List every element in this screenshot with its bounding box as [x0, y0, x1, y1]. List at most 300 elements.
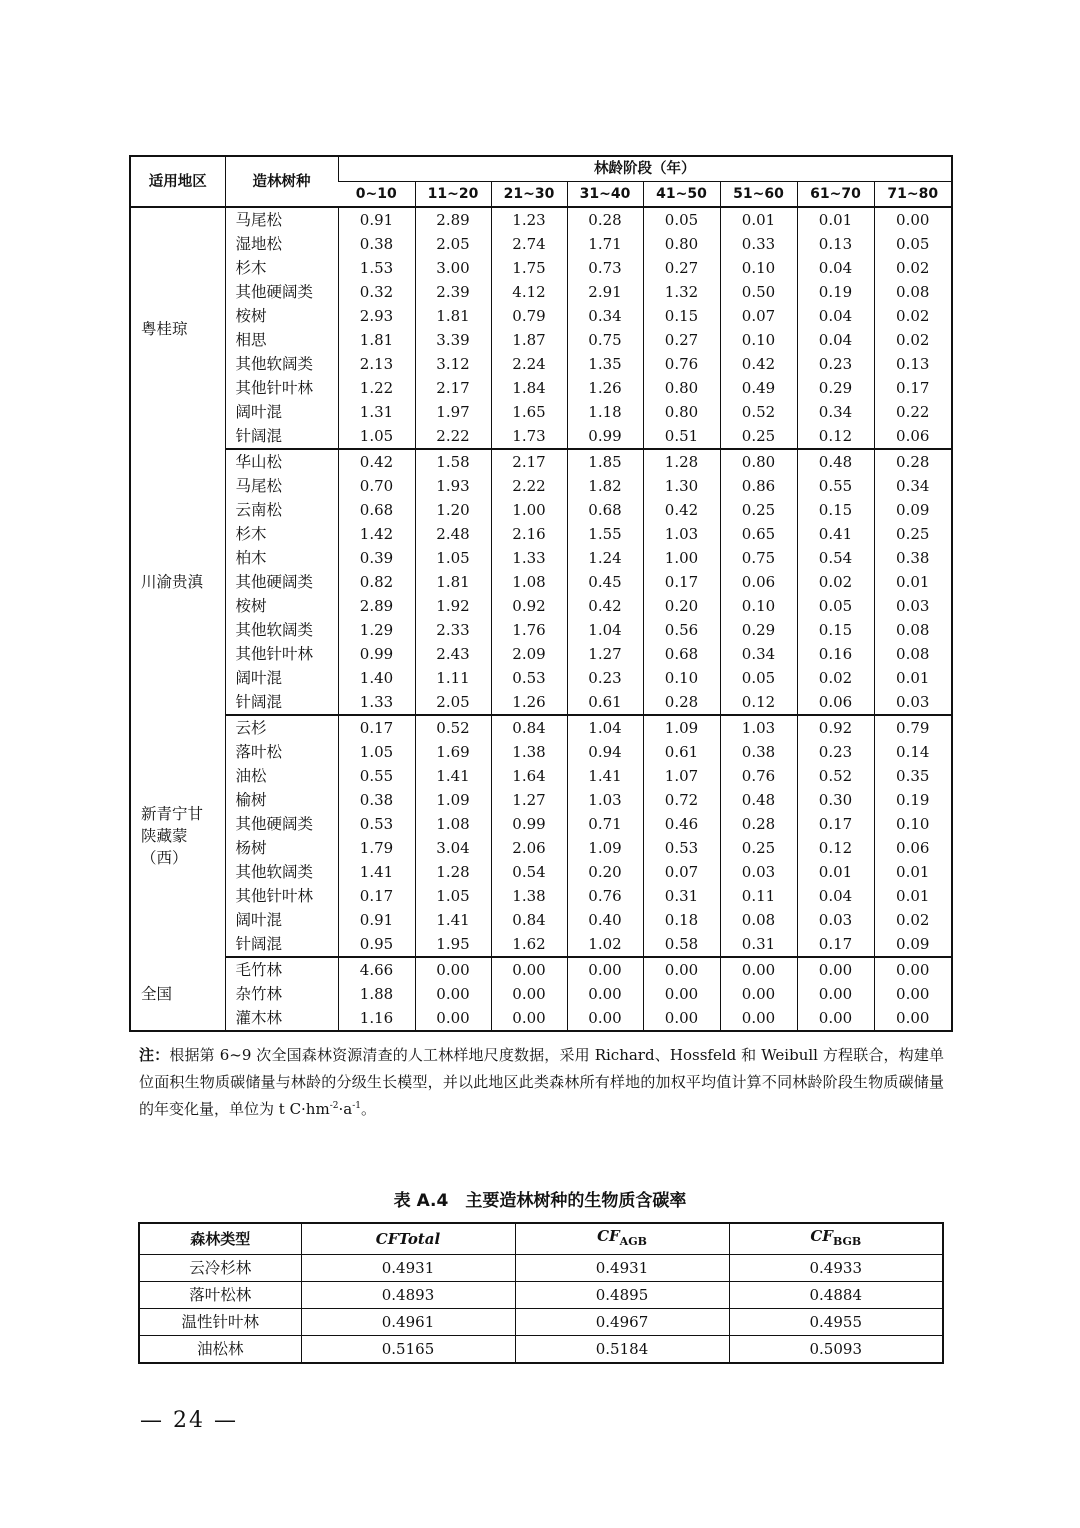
- value-cell: 0.18: [643, 908, 720, 932]
- value-cell: 0.16: [797, 642, 874, 666]
- value-cell: 1.27: [491, 788, 567, 812]
- value-cell: 0.31: [720, 932, 797, 957]
- note-unit-sup: -2: [329, 1101, 339, 1111]
- value-cell: 0.00: [567, 982, 643, 1006]
- value-cell: 0.25: [720, 836, 797, 860]
- value-cell: 0.68: [567, 498, 643, 522]
- value-cell: 1.92: [415, 594, 491, 618]
- value-cell: 0.01: [874, 570, 952, 594]
- value-cell: 0.20: [643, 594, 720, 618]
- table-row: [130, 764, 952, 788]
- value-cell: 0.34: [797, 400, 874, 424]
- value-cell: 0.03: [874, 690, 952, 715]
- value-cell: 0.61: [567, 690, 643, 715]
- species-cell: 其他软阔类: [225, 618, 338, 642]
- value-cell: 1.75: [491, 256, 567, 280]
- species-cell: 其他软阔类: [225, 352, 338, 376]
- value-cell: 0.03: [797, 908, 874, 932]
- value-cell: 0.00: [720, 982, 797, 1006]
- forest-type-cell: 温性针叶林: [139, 1309, 301, 1336]
- cf-agb-cell: 0.4931: [515, 1255, 729, 1282]
- value-cell: 0.45: [567, 570, 643, 594]
- value-cell: 0.19: [874, 788, 952, 812]
- value-cell: 0.35: [874, 764, 952, 788]
- value-cell: 1.30: [643, 474, 720, 498]
- value-cell: 1.42: [338, 522, 415, 546]
- value-cell: 1.00: [491, 498, 567, 522]
- species-cell: 其他硬阔类: [225, 812, 338, 836]
- forest-type-cell: 云冷杉林: [139, 1255, 301, 1282]
- value-cell: 1.03: [567, 788, 643, 812]
- value-cell: 0.28: [643, 690, 720, 715]
- value-cell: 0.53: [643, 836, 720, 860]
- value-cell: 0.07: [643, 860, 720, 884]
- value-cell: 0.10: [720, 594, 797, 618]
- value-cell: 0.00: [797, 1006, 874, 1031]
- value-cell: 0.92: [797, 715, 874, 740]
- value-cell: 0.92: [491, 594, 567, 618]
- value-cell: 1.33: [338, 690, 415, 715]
- header-forest-type: 森林类型: [139, 1223, 301, 1255]
- table-row: [130, 280, 952, 304]
- value-cell: 0.34: [874, 474, 952, 498]
- value-cell: 0.15: [643, 304, 720, 328]
- value-cell: 0.04: [797, 256, 874, 280]
- species-cell: 其他硬阔类: [225, 570, 338, 594]
- value-cell: 2.17: [415, 376, 491, 400]
- cf-total-cell: 0.4893: [301, 1282, 515, 1309]
- value-cell: 1.03: [643, 522, 720, 546]
- value-cell: 0.12: [797, 424, 874, 449]
- header-cf-agb-sub: AGB: [619, 1235, 647, 1248]
- table-row: [130, 352, 952, 376]
- cf-agb-cell: 0.4895: [515, 1282, 729, 1309]
- value-cell: 1.88: [338, 982, 415, 1006]
- value-cell: 0.06: [720, 570, 797, 594]
- region-cell: 粤桂琼: [130, 207, 225, 449]
- value-cell: 0.25: [720, 498, 797, 522]
- value-cell: 0.00: [415, 957, 491, 982]
- cf-total-cell: 0.4931: [301, 1255, 515, 1282]
- value-cell: 0.00: [720, 957, 797, 982]
- value-cell: 0.73: [567, 256, 643, 280]
- species-cell: 阔叶混: [225, 400, 338, 424]
- value-cell: 1.32: [643, 280, 720, 304]
- cf-bgb-cell: 0.4933: [729, 1255, 943, 1282]
- value-cell: 0.01: [797, 860, 874, 884]
- value-cell: 0.80: [643, 232, 720, 256]
- value-cell: 0.09: [874, 498, 952, 522]
- carbon-fraction-table: [138, 1222, 944, 1364]
- table-row: [130, 376, 952, 400]
- value-cell: 2.13: [338, 352, 415, 376]
- value-cell: 3.12: [415, 352, 491, 376]
- species-cell: 桉树: [225, 304, 338, 328]
- value-cell: 1.38: [491, 740, 567, 764]
- header-age-class: 51~60: [720, 182, 797, 208]
- table-row: [130, 666, 952, 690]
- table-row: [130, 788, 952, 812]
- value-cell: 0.06: [874, 836, 952, 860]
- value-cell: 0.95: [338, 932, 415, 957]
- value-cell: 1.05: [415, 884, 491, 908]
- value-cell: 0.03: [720, 860, 797, 884]
- value-cell: 0.28: [874, 449, 952, 474]
- table-row: [130, 256, 952, 280]
- species-cell: 马尾松: [225, 207, 338, 232]
- value-cell: 0.17: [338, 884, 415, 908]
- value-cell: 0.05: [720, 666, 797, 690]
- value-cell: 2.06: [491, 836, 567, 860]
- table-row: [130, 690, 952, 715]
- cf-bgb-cell: 0.5093: [729, 1336, 943, 1364]
- value-cell: 1.64: [491, 764, 567, 788]
- value-cell: 0.02: [874, 304, 952, 328]
- value-cell: 0.54: [797, 546, 874, 570]
- value-cell: 0.79: [491, 304, 567, 328]
- value-cell: 0.38: [338, 788, 415, 812]
- value-cell: 1.71: [567, 232, 643, 256]
- value-cell: 0.17: [797, 812, 874, 836]
- value-cell: 0.94: [567, 740, 643, 764]
- species-cell: 相思: [225, 328, 338, 352]
- value-cell: 0.12: [720, 690, 797, 715]
- value-cell: 1.04: [567, 618, 643, 642]
- value-cell: 1.26: [491, 690, 567, 715]
- header-cf-agb: [515, 1223, 729, 1255]
- cf-agb-cell: 0.5184: [515, 1336, 729, 1364]
- header-cf-agb-main: CF: [597, 1227, 620, 1245]
- value-cell: 0.00: [874, 207, 952, 232]
- value-cell: 0.08: [874, 642, 952, 666]
- value-cell: 1.81: [338, 328, 415, 352]
- header-age-class: 71~80: [874, 182, 952, 208]
- value-cell: 0.70: [338, 474, 415, 498]
- value-cell: 0.71: [567, 812, 643, 836]
- value-cell: 1.40: [338, 666, 415, 690]
- value-cell: 0.91: [338, 908, 415, 932]
- value-cell: 0.00: [415, 982, 491, 1006]
- value-cell: 1.11: [415, 666, 491, 690]
- value-cell: 0.34: [720, 642, 797, 666]
- value-cell: 2.89: [415, 207, 491, 232]
- value-cell: 1.38: [491, 884, 567, 908]
- value-cell: 0.00: [643, 1006, 720, 1031]
- value-cell: 0.08: [720, 908, 797, 932]
- value-cell: 1.22: [338, 376, 415, 400]
- value-cell: 0.25: [874, 522, 952, 546]
- region-cell: 全国: [130, 957, 225, 1031]
- cf-total-cell: 0.4961: [301, 1309, 515, 1336]
- value-cell: 0.01: [797, 207, 874, 232]
- value-cell: 0.01: [874, 884, 952, 908]
- value-cell: 1.24: [567, 546, 643, 570]
- forest-type-cell: 落叶松林: [139, 1282, 301, 1309]
- value-cell: 0.08: [874, 618, 952, 642]
- value-cell: 1.53: [338, 256, 415, 280]
- value-cell: 2.24: [491, 352, 567, 376]
- value-cell: 1.62: [491, 932, 567, 957]
- header-age-class: 61~70: [797, 182, 874, 208]
- value-cell: 0.91: [338, 207, 415, 232]
- value-cell: 1.95: [415, 932, 491, 957]
- species-cell: 杨树: [225, 836, 338, 860]
- value-cell: 2.74: [491, 232, 567, 256]
- note-unit-mid: ·a: [338, 1100, 353, 1118]
- value-cell: 0.10: [720, 256, 797, 280]
- value-cell: 0.23: [567, 666, 643, 690]
- value-cell: 4.12: [491, 280, 567, 304]
- value-cell: 0.03: [874, 594, 952, 618]
- value-cell: 2.22: [491, 474, 567, 498]
- value-cell: 3.39: [415, 328, 491, 352]
- value-cell: 0.39: [338, 546, 415, 570]
- value-cell: 0.51: [643, 424, 720, 449]
- value-cell: 0.12: [797, 836, 874, 860]
- value-cell: 0.33: [720, 232, 797, 256]
- value-cell: 0.00: [797, 957, 874, 982]
- value-cell: 2.22: [415, 424, 491, 449]
- value-cell: 0.00: [643, 957, 720, 982]
- value-cell: 0.42: [720, 352, 797, 376]
- value-cell: 1.04: [567, 715, 643, 740]
- value-cell: 0.46: [643, 812, 720, 836]
- value-cell: 0.06: [874, 424, 952, 449]
- value-cell: 0.00: [567, 957, 643, 982]
- value-cell: 1.08: [415, 812, 491, 836]
- table-note: [139, 1042, 944, 1123]
- species-cell: 针阔混: [225, 932, 338, 957]
- value-cell: 0.38: [874, 546, 952, 570]
- value-cell: 0.30: [797, 788, 874, 812]
- value-cell: 1.33: [491, 546, 567, 570]
- value-cell: 1.00: [643, 546, 720, 570]
- value-cell: 0.00: [643, 982, 720, 1006]
- value-cell: 1.05: [415, 546, 491, 570]
- value-cell: 0.02: [797, 666, 874, 690]
- value-cell: 0.34: [567, 304, 643, 328]
- value-cell: 0.80: [643, 376, 720, 400]
- forest-type-cell: 油松林: [139, 1336, 301, 1364]
- value-cell: 0.42: [643, 498, 720, 522]
- table-row: [130, 618, 952, 642]
- table-row: [130, 812, 952, 836]
- value-cell: 1.09: [643, 715, 720, 740]
- value-cell: 1.58: [415, 449, 491, 474]
- table-row: [130, 884, 952, 908]
- cf-agb-cell: 0.4967: [515, 1309, 729, 1336]
- species-cell: 落叶松: [225, 740, 338, 764]
- value-cell: 0.29: [720, 618, 797, 642]
- header-species: 造林树种: [225, 156, 338, 207]
- value-cell: 0.68: [338, 498, 415, 522]
- table-row: [130, 522, 952, 546]
- value-cell: 0.56: [643, 618, 720, 642]
- table-row: [130, 424, 952, 449]
- table-row: [130, 642, 952, 666]
- value-cell: 0.80: [720, 449, 797, 474]
- value-cell: 1.23: [491, 207, 567, 232]
- value-cell: 0.75: [567, 328, 643, 352]
- species-cell: 针阔混: [225, 424, 338, 449]
- species-cell: 马尾松: [225, 474, 338, 498]
- value-cell: 0.76: [720, 764, 797, 788]
- value-cell: 2.16: [491, 522, 567, 546]
- species-cell: 桉树: [225, 594, 338, 618]
- value-cell: 1.87: [491, 328, 567, 352]
- table-row: [130, 328, 952, 352]
- note-label: 注：: [139, 1046, 170, 1064]
- value-cell: 0.86: [720, 474, 797, 498]
- species-cell: 其他软阔类: [225, 860, 338, 884]
- value-cell: 1.07: [643, 764, 720, 788]
- species-cell: 毛竹林: [225, 957, 338, 982]
- value-cell: 2.39: [415, 280, 491, 304]
- cf-total-cell: 0.5165: [301, 1336, 515, 1364]
- value-cell: 0.48: [797, 449, 874, 474]
- species-cell: 其他针叶林: [225, 642, 338, 666]
- species-cell: 阔叶混: [225, 908, 338, 932]
- header-age-class: 11~20: [415, 182, 491, 208]
- value-cell: 0.02: [874, 908, 952, 932]
- value-cell: 0.49: [720, 376, 797, 400]
- value-cell: 0.15: [797, 498, 874, 522]
- header-cf-total: CFTotal: [301, 1223, 515, 1255]
- value-cell: 0.00: [415, 1006, 491, 1031]
- table-row: [130, 546, 952, 570]
- value-cell: 0.50: [720, 280, 797, 304]
- value-cell: 0.00: [491, 982, 567, 1006]
- region-cell: 川渝贵滇: [130, 449, 225, 715]
- value-cell: 0.42: [567, 594, 643, 618]
- species-cell: 杉木: [225, 256, 338, 280]
- value-cell: 0.20: [567, 860, 643, 884]
- value-cell: 0.17: [338, 715, 415, 740]
- value-cell: 0.54: [491, 860, 567, 884]
- value-cell: 0.82: [338, 570, 415, 594]
- value-cell: 0.38: [338, 232, 415, 256]
- value-cell: 1.03: [720, 715, 797, 740]
- species-cell: 华山松: [225, 449, 338, 474]
- value-cell: 0.55: [338, 764, 415, 788]
- value-cell: 1.81: [415, 304, 491, 328]
- value-cell: 0.52: [720, 400, 797, 424]
- value-cell: 0.68: [643, 642, 720, 666]
- value-cell: 0.25: [720, 424, 797, 449]
- value-cell: 0.00: [874, 957, 952, 982]
- value-cell: 1.84: [491, 376, 567, 400]
- value-cell: 0.84: [491, 908, 567, 932]
- value-cell: 0.22: [874, 400, 952, 424]
- value-cell: 1.41: [415, 764, 491, 788]
- value-cell: 2.48: [415, 522, 491, 546]
- page-number: — 24 —: [140, 1408, 238, 1433]
- table-row: [130, 570, 952, 594]
- table-row: [130, 400, 952, 424]
- value-cell: 1.08: [491, 570, 567, 594]
- value-cell: 0.65: [720, 522, 797, 546]
- value-cell: 0.04: [797, 884, 874, 908]
- value-cell: 0.08: [874, 280, 952, 304]
- value-cell: 0.04: [797, 328, 874, 352]
- value-cell: 2.09: [491, 642, 567, 666]
- value-cell: 0.84: [491, 715, 567, 740]
- header-age-class: 0~10: [338, 182, 415, 208]
- value-cell: 2.91: [567, 280, 643, 304]
- table-row: [139, 1255, 943, 1282]
- cf-bgb-cell: 0.4955: [729, 1309, 943, 1336]
- value-cell: 1.81: [415, 570, 491, 594]
- species-cell: 针阔混: [225, 690, 338, 715]
- value-cell: 0.10: [874, 812, 952, 836]
- value-cell: 2.89: [338, 594, 415, 618]
- value-cell: 0.01: [874, 860, 952, 884]
- table-row: [130, 449, 952, 474]
- value-cell: 0.02: [874, 256, 952, 280]
- species-cell: 云南松: [225, 498, 338, 522]
- value-cell: 0.32: [338, 280, 415, 304]
- value-cell: 0.15: [797, 618, 874, 642]
- value-cell: 0.09: [874, 932, 952, 957]
- value-cell: 0.28: [720, 812, 797, 836]
- value-cell: 1.69: [415, 740, 491, 764]
- note-end: 。: [360, 1100, 376, 1118]
- value-cell: 1.97: [415, 400, 491, 424]
- value-cell: 0.10: [720, 328, 797, 352]
- value-cell: 1.85: [567, 449, 643, 474]
- value-cell: 0.40: [567, 908, 643, 932]
- value-cell: 0.99: [567, 424, 643, 449]
- table-row: [130, 207, 952, 232]
- value-cell: 1.20: [415, 498, 491, 522]
- value-cell: 0.23: [797, 352, 874, 376]
- table-row: [130, 594, 952, 618]
- value-cell: 0.76: [567, 884, 643, 908]
- value-cell: 0.75: [720, 546, 797, 570]
- value-cell: 0.29: [797, 376, 874, 400]
- value-cell: 1.09: [415, 788, 491, 812]
- table-row: [130, 498, 952, 522]
- value-cell: 1.76: [491, 618, 567, 642]
- value-cell: 0.61: [643, 740, 720, 764]
- value-cell: 0.13: [797, 232, 874, 256]
- value-cell: 0.13: [874, 352, 952, 376]
- species-cell: 阔叶混: [225, 666, 338, 690]
- value-cell: 0.02: [797, 570, 874, 594]
- value-cell: 1.79: [338, 836, 415, 860]
- value-cell: 0.80: [643, 400, 720, 424]
- table-row: [130, 932, 952, 957]
- value-cell: 1.73: [491, 424, 567, 449]
- table-row: [130, 860, 952, 884]
- table-row: [130, 304, 952, 328]
- value-cell: 0.02: [874, 328, 952, 352]
- value-cell: 3.00: [415, 256, 491, 280]
- header-age-class: 21~30: [491, 182, 567, 208]
- species-cell: 灌木林: [225, 1006, 338, 1031]
- species-cell: 其他针叶林: [225, 376, 338, 400]
- value-cell: 0.17: [874, 376, 952, 400]
- value-cell: 1.05: [338, 424, 415, 449]
- value-cell: 1.28: [415, 860, 491, 884]
- value-cell: 0.72: [643, 788, 720, 812]
- value-cell: 0.11: [720, 884, 797, 908]
- value-cell: 1.31: [338, 400, 415, 424]
- value-cell: 0.07: [720, 304, 797, 328]
- value-cell: 0.41: [797, 522, 874, 546]
- value-cell: 0.14: [874, 740, 952, 764]
- value-cell: 1.18: [567, 400, 643, 424]
